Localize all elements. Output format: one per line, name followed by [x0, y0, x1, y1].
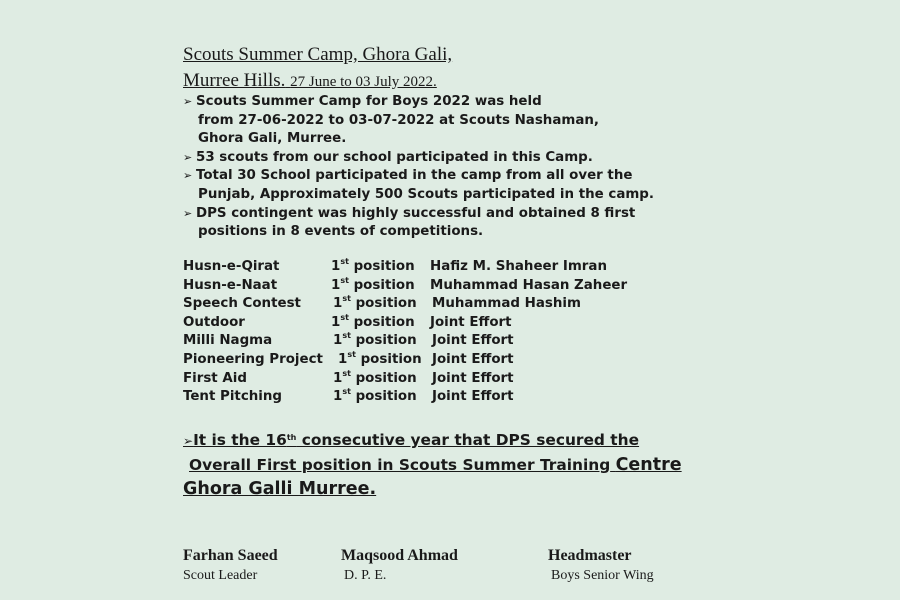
highlight-line-2: [183, 453, 682, 477]
arrow-bullet-icon: ➢: [183, 434, 194, 448]
signatory-title: D. P. E.: [344, 568, 387, 583]
bullet-line: Total 30 School participated in the camp from all over the: [196, 168, 633, 184]
position-cell: 1st position: [333, 387, 417, 405]
position-cell: 1st position: [331, 275, 415, 293]
bullet-line: from 27-06-2022 to 03-07-2022 at Scouts Nashaman,: [198, 112, 599, 128]
signatory-title: Boys Senior Wing: [551, 568, 654, 583]
signature-headmaster: [548, 546, 654, 586]
bullet-item: [183, 149, 743, 168]
event-name: Speech Contest: [183, 296, 301, 312]
bullet-line: 53 scouts from our school participated in this Camp.: [196, 149, 593, 165]
event-name: First Aid: [183, 370, 247, 386]
bullet-line: DPS contingent was highly successful and obtained 8 first: [196, 205, 636, 221]
winner-name: Hafiz M. Shaheer Imran: [430, 259, 607, 274]
position-cell: 1st position: [333, 368, 417, 386]
heading-location: Murree Hills.: [183, 70, 286, 91]
heading-line-2: [183, 70, 437, 92]
highlight-text: consecutive year that DPS secured the: [296, 431, 640, 449]
winner-name: Joint Effort: [432, 333, 514, 349]
signature-dpe: [341, 546, 458, 586]
position-cell: 1st position: [333, 294, 417, 312]
winner-name: Joint Effort: [430, 314, 512, 330]
bullet-line: Scouts Summer Camp for Boys 2022 was held: [196, 94, 542, 109]
highlight-sup: th: [286, 433, 297, 442]
arrow-bullet-icon: ➢: [183, 150, 193, 164]
winner-name: Muhammad Hasan Zaheer: [430, 277, 628, 293]
winner-name: Joint Effort: [432, 389, 514, 405]
winner-name: Muhammad Hashim: [432, 296, 581, 312]
heading-dates: 27 June to 03 July 2022.: [290, 74, 437, 90]
signature-scout-leader: [183, 546, 278, 586]
signatory-name: Farhan Saeed: [183, 547, 278, 564]
position-cell: 1st position: [331, 312, 415, 330]
bullet-line: Punjab, Approximately 500 Scouts participated in the camp.: [198, 186, 654, 202]
heading-title: Scouts Summer Camp, Ghora Gali,: [183, 44, 453, 65]
event-name: Husn-e-Naat: [183, 277, 278, 293]
highlight-text: It is the 16: [193, 431, 287, 449]
event-name: Pioneering Project: [183, 351, 323, 367]
arrow-bullet-icon: ➢: [183, 206, 193, 220]
bullet-line: Ghora Gali, Murree.: [198, 131, 347, 147]
arrow-bullet-icon: ➢: [183, 95, 193, 108]
summary-bullets: [183, 93, 743, 242]
event-name: Milli Nagma: [183, 333, 273, 349]
position-cell: 1st position: [331, 257, 415, 274]
bullet-line: positions in 8 events of competitions.: [198, 224, 484, 240]
signatory-name: Maqsood Ahmad: [341, 547, 458, 564]
achievement-highlight: [183, 428, 682, 501]
arrow-bullet-icon: ➢: [183, 169, 193, 183]
signatory-title: Scout Leader: [183, 568, 258, 583]
event-name: Outdoor: [183, 314, 245, 330]
winner-name: Joint Effort: [432, 370, 514, 386]
winner-name: Joint Effort: [432, 351, 514, 367]
position-cell: 1st position: [338, 349, 422, 367]
highlight-line-3: Ghora Galli Murree.: [183, 479, 377, 499]
bullet-item: [183, 93, 743, 149]
highlight-text-large: Centre: [615, 455, 682, 475]
signatory-name: Headmaster: [548, 547, 632, 564]
bullet-item: [183, 205, 743, 242]
event-name: Tent Pitching: [183, 389, 283, 405]
highlight-text: Overall First position in Scouts Summer Training: [189, 456, 611, 474]
highlight-line-1: [183, 428, 682, 453]
heading-line-1: [183, 44, 452, 66]
event-name: Husn-e-Qirat: [183, 259, 280, 274]
bullet-item: [183, 167, 743, 204]
position-cell: 1st position: [333, 331, 417, 349]
